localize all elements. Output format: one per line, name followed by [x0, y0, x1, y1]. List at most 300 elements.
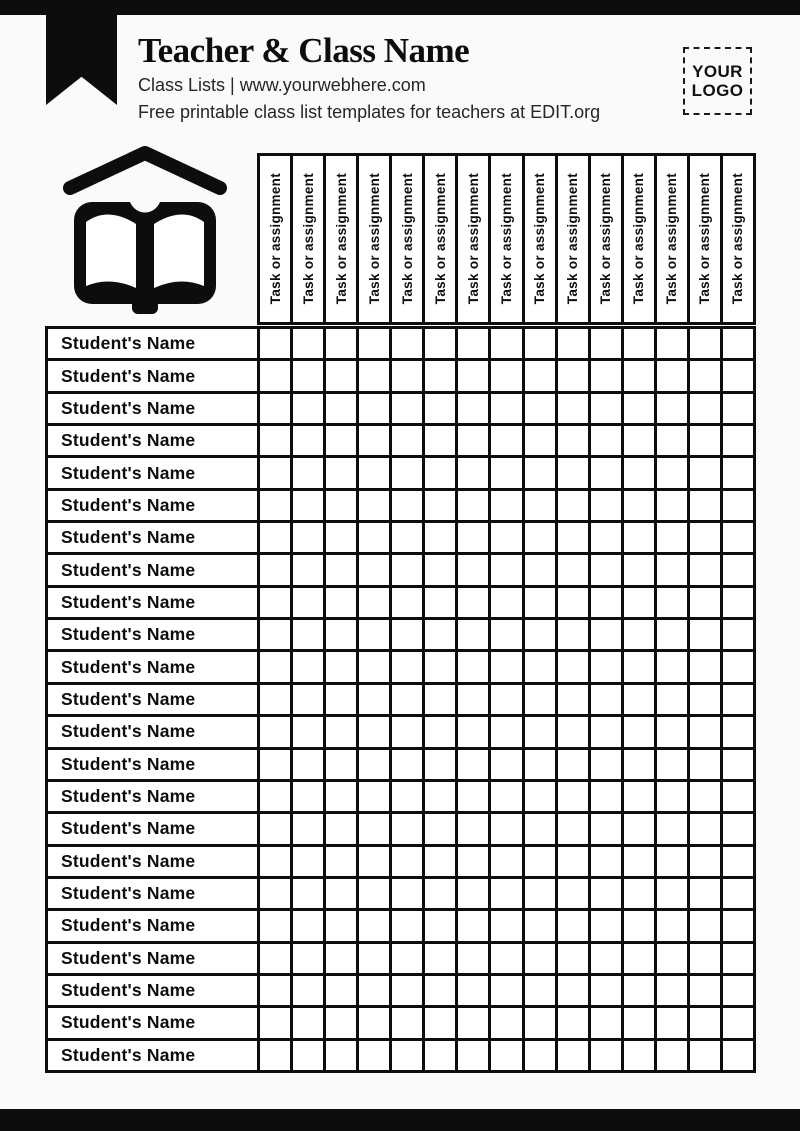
mark-cell[interactable]: [690, 976, 720, 1005]
mark-cell[interactable]: [392, 1041, 422, 1070]
student-name-cell[interactable]: Student's Name: [48, 491, 257, 520]
mark-cell[interactable]: [657, 491, 687, 520]
mark-cell[interactable]: [657, 426, 687, 455]
mark-cell[interactable]: [591, 717, 621, 746]
mark-cell[interactable]: [326, 750, 356, 779]
mark-cell[interactable]: [458, 555, 488, 584]
mark-cell[interactable]: [657, 652, 687, 681]
mark-cell[interactable]: [326, 620, 356, 649]
task-column-header[interactable]: [326, 156, 356, 322]
mark-cell[interactable]: [359, 944, 389, 973]
mark-cell[interactable]: [591, 458, 621, 487]
mark-cell[interactable]: [624, 717, 654, 746]
mark-cell[interactable]: [591, 814, 621, 843]
mark-cell[interactable]: [359, 491, 389, 520]
mark-cell[interactable]: [425, 847, 455, 876]
mark-cell[interactable]: [293, 847, 323, 876]
mark-cell[interactable]: [425, 814, 455, 843]
mark-cell[interactable]: [558, 620, 588, 649]
mark-cell[interactable]: [392, 555, 422, 584]
mark-cell[interactable]: [558, 911, 588, 940]
student-name-cell[interactable]: Student's Name: [48, 588, 257, 617]
mark-cell[interactable]: [525, 750, 555, 779]
mark-cell[interactable]: [591, 394, 621, 423]
mark-cell[interactable]: [591, 976, 621, 1005]
student-name-cell[interactable]: Student's Name: [48, 750, 257, 779]
mark-cell[interactable]: [558, 394, 588, 423]
student-name-cell[interactable]: Student's Name: [48, 944, 257, 973]
mark-cell[interactable]: [723, 1008, 753, 1037]
student-name-cell[interactable]: Student's Name: [48, 847, 257, 876]
mark-cell[interactable]: [326, 879, 356, 908]
mark-cell[interactable]: [326, 685, 356, 714]
mark-cell[interactable]: [392, 523, 422, 552]
mark-cell[interactable]: [491, 944, 521, 973]
task-column-header[interactable]: [425, 156, 455, 322]
mark-cell[interactable]: [458, 717, 488, 746]
student-name-cell[interactable]: Student's Name: [48, 329, 257, 358]
mark-cell[interactable]: [657, 523, 687, 552]
mark-cell[interactable]: [525, 394, 555, 423]
mark-cell[interactable]: [425, 685, 455, 714]
mark-cell[interactable]: [591, 588, 621, 617]
mark-cell[interactable]: [657, 329, 687, 358]
mark-cell[interactable]: [723, 361, 753, 390]
mark-cell[interactable]: [491, 750, 521, 779]
mark-cell[interactable]: [293, 944, 323, 973]
mark-cell[interactable]: [458, 814, 488, 843]
mark-cell[interactable]: [458, 329, 488, 358]
mark-cell[interactable]: [591, 750, 621, 779]
mark-cell[interactable]: [723, 879, 753, 908]
mark-cell[interactable]: [491, 814, 521, 843]
mark-cell[interactable]: [525, 879, 555, 908]
mark-cell[interactable]: [723, 717, 753, 746]
mark-cell[interactable]: [723, 750, 753, 779]
mark-cell[interactable]: [624, 782, 654, 811]
mark-cell[interactable]: [723, 491, 753, 520]
mark-cell[interactable]: [260, 814, 290, 843]
mark-cell[interactable]: [624, 685, 654, 714]
mark-cell[interactable]: [425, 458, 455, 487]
mark-cell[interactable]: [458, 911, 488, 940]
mark-cell[interactable]: [624, 588, 654, 617]
mark-cell[interactable]: [392, 588, 422, 617]
mark-cell[interactable]: [392, 847, 422, 876]
mark-cell[interactable]: [657, 394, 687, 423]
mark-cell[interactable]: [525, 847, 555, 876]
mark-cell[interactable]: [293, 458, 323, 487]
mark-cell[interactable]: [491, 588, 521, 617]
mark-cell[interactable]: [723, 814, 753, 843]
mark-cell[interactable]: [458, 588, 488, 617]
mark-cell[interactable]: [392, 976, 422, 1005]
student-name-cell[interactable]: Student's Name: [48, 685, 257, 714]
mark-cell[interactable]: [392, 458, 422, 487]
mark-cell[interactable]: [293, 879, 323, 908]
mark-cell[interactable]: [260, 879, 290, 908]
mark-cell[interactable]: [491, 523, 521, 552]
mark-cell[interactable]: [425, 879, 455, 908]
mark-cell[interactable]: [558, 458, 588, 487]
mark-cell[interactable]: [260, 458, 290, 487]
mark-cell[interactable]: [591, 879, 621, 908]
mark-cell[interactable]: [392, 879, 422, 908]
student-name-cell[interactable]: Student's Name: [48, 911, 257, 940]
mark-cell[interactable]: [491, 717, 521, 746]
mark-cell[interactable]: [293, 911, 323, 940]
mark-cell[interactable]: [458, 491, 488, 520]
mark-cell[interactable]: [260, 620, 290, 649]
student-name-cell[interactable]: Student's Name: [48, 782, 257, 811]
mark-cell[interactable]: [657, 782, 687, 811]
mark-cell[interactable]: [392, 1008, 422, 1037]
mark-cell[interactable]: [624, 394, 654, 423]
task-column-header[interactable]: [657, 156, 687, 322]
mark-cell[interactable]: [723, 523, 753, 552]
mark-cell[interactable]: [491, 491, 521, 520]
mark-cell[interactable]: [425, 911, 455, 940]
mark-cell[interactable]: [458, 879, 488, 908]
mark-cell[interactable]: [591, 523, 621, 552]
mark-cell[interactable]: [723, 426, 753, 455]
mark-cell[interactable]: [458, 652, 488, 681]
mark-cell[interactable]: [690, 620, 720, 649]
task-column-header[interactable]: [624, 156, 654, 322]
mark-cell[interactable]: [425, 523, 455, 552]
student-name-cell[interactable]: Student's Name: [48, 394, 257, 423]
mark-cell[interactable]: [359, 555, 389, 584]
mark-cell[interactable]: [624, 911, 654, 940]
mark-cell[interactable]: [558, 717, 588, 746]
mark-cell[interactable]: [293, 814, 323, 843]
mark-cell[interactable]: [293, 750, 323, 779]
mark-cell[interactable]: [359, 458, 389, 487]
mark-cell[interactable]: [657, 944, 687, 973]
task-column-header[interactable]: [359, 156, 389, 322]
mark-cell[interactable]: [359, 685, 389, 714]
mark-cell[interactable]: [525, 329, 555, 358]
task-column-header[interactable]: [491, 156, 521, 322]
mark-cell[interactable]: [558, 491, 588, 520]
mark-cell[interactable]: [558, 750, 588, 779]
mark-cell[interactable]: [458, 847, 488, 876]
mark-cell[interactable]: [491, 685, 521, 714]
mark-cell[interactable]: [326, 588, 356, 617]
mark-cell[interactable]: [359, 782, 389, 811]
mark-cell[interactable]: [525, 976, 555, 1005]
mark-cell[interactable]: [657, 1041, 687, 1070]
mark-cell[interactable]: [723, 847, 753, 876]
mark-cell[interactable]: [425, 944, 455, 973]
mark-cell[interactable]: [525, 911, 555, 940]
mark-cell[interactable]: [690, 944, 720, 973]
mark-cell[interactable]: [359, 426, 389, 455]
mark-cell[interactable]: [525, 685, 555, 714]
mark-cell[interactable]: [690, 911, 720, 940]
mark-cell[interactable]: [624, 1008, 654, 1037]
mark-cell[interactable]: [425, 782, 455, 811]
mark-cell[interactable]: [359, 911, 389, 940]
mark-cell[interactable]: [491, 652, 521, 681]
student-name-cell[interactable]: Student's Name: [48, 426, 257, 455]
mark-cell[interactable]: [723, 394, 753, 423]
mark-cell[interactable]: [425, 1041, 455, 1070]
mark-cell[interactable]: [425, 588, 455, 617]
mark-cell[interactable]: [657, 555, 687, 584]
mark-cell[interactable]: [657, 588, 687, 617]
mark-cell[interactable]: [690, 523, 720, 552]
mark-cell[interactable]: [558, 879, 588, 908]
mark-cell[interactable]: [293, 426, 323, 455]
mark-cell[interactable]: [491, 782, 521, 811]
mark-cell[interactable]: [591, 1008, 621, 1037]
mark-cell[interactable]: [558, 426, 588, 455]
mark-cell[interactable]: [657, 620, 687, 649]
mark-cell[interactable]: [657, 847, 687, 876]
mark-cell[interactable]: [657, 1008, 687, 1037]
mark-cell[interactable]: [260, 1008, 290, 1037]
mark-cell[interactable]: [657, 814, 687, 843]
task-column-header[interactable]: [723, 156, 753, 322]
mark-cell[interactable]: [293, 588, 323, 617]
mark-cell[interactable]: [558, 652, 588, 681]
mark-cell[interactable]: [260, 685, 290, 714]
mark-cell[interactable]: [326, 911, 356, 940]
mark-cell[interactable]: [293, 717, 323, 746]
mark-cell[interactable]: [624, 1041, 654, 1070]
mark-cell[interactable]: [425, 976, 455, 1005]
mark-cell[interactable]: [425, 652, 455, 681]
mark-cell[interactable]: [359, 976, 389, 1005]
mark-cell[interactable]: [260, 1041, 290, 1070]
mark-cell[interactable]: [690, 847, 720, 876]
mark-cell[interactable]: [624, 523, 654, 552]
mark-cell[interactable]: [690, 750, 720, 779]
mark-cell[interactable]: [260, 976, 290, 1005]
mark-cell[interactable]: [624, 944, 654, 973]
mark-cell[interactable]: [624, 976, 654, 1005]
student-name-cell[interactable]: Student's Name: [48, 976, 257, 1005]
mark-cell[interactable]: [624, 555, 654, 584]
mark-cell[interactable]: [723, 782, 753, 811]
mark-cell[interactable]: [359, 750, 389, 779]
mark-cell[interactable]: [491, 361, 521, 390]
mark-cell[interactable]: [359, 588, 389, 617]
mark-cell[interactable]: [624, 491, 654, 520]
mark-cell[interactable]: [723, 944, 753, 973]
mark-cell[interactable]: [359, 394, 389, 423]
mark-cell[interactable]: [657, 458, 687, 487]
student-name-cell[interactable]: Student's Name: [48, 1008, 257, 1037]
mark-cell[interactable]: [591, 782, 621, 811]
mark-cell[interactable]: [491, 1041, 521, 1070]
mark-cell[interactable]: [491, 555, 521, 584]
mark-cell[interactable]: [491, 329, 521, 358]
mark-cell[interactable]: [624, 329, 654, 358]
mark-cell[interactable]: [591, 361, 621, 390]
mark-cell[interactable]: [260, 329, 290, 358]
mark-cell[interactable]: [425, 620, 455, 649]
mark-cell[interactable]: [690, 361, 720, 390]
mark-cell[interactable]: [425, 394, 455, 423]
mark-cell[interactable]: [690, 685, 720, 714]
mark-cell[interactable]: [657, 717, 687, 746]
student-name-cell[interactable]: Student's Name: [48, 361, 257, 390]
task-column-header[interactable]: [260, 156, 290, 322]
mark-cell[interactable]: [723, 1041, 753, 1070]
mark-cell[interactable]: [525, 491, 555, 520]
mark-cell[interactable]: [359, 879, 389, 908]
mark-cell[interactable]: [591, 426, 621, 455]
mark-cell[interactable]: [690, 814, 720, 843]
mark-cell[interactable]: [392, 361, 422, 390]
mark-cell[interactable]: [458, 523, 488, 552]
mark-cell[interactable]: [591, 652, 621, 681]
student-name-cell[interactable]: Student's Name: [48, 879, 257, 908]
mark-cell[interactable]: [723, 911, 753, 940]
task-column-header[interactable]: [293, 156, 323, 322]
mark-cell[interactable]: [657, 911, 687, 940]
mark-cell[interactable]: [458, 782, 488, 811]
mark-cell[interactable]: [591, 911, 621, 940]
mark-cell[interactable]: [723, 652, 753, 681]
student-name-cell[interactable]: Student's Name: [48, 814, 257, 843]
mark-cell[interactable]: [690, 458, 720, 487]
mark-cell[interactable]: [293, 1008, 323, 1037]
mark-cell[interactable]: [359, 652, 389, 681]
mark-cell[interactable]: [260, 847, 290, 876]
mark-cell[interactable]: [491, 847, 521, 876]
mark-cell[interactable]: [260, 361, 290, 390]
mark-cell[interactable]: [657, 750, 687, 779]
mark-cell[interactable]: [392, 426, 422, 455]
mark-cell[interactable]: [723, 976, 753, 1005]
mark-cell[interactable]: [690, 782, 720, 811]
mark-cell[interactable]: [624, 620, 654, 649]
mark-cell[interactable]: [293, 523, 323, 552]
mark-cell[interactable]: [425, 555, 455, 584]
mark-cell[interactable]: [491, 1008, 521, 1037]
mark-cell[interactable]: [591, 329, 621, 358]
mark-cell[interactable]: [723, 620, 753, 649]
student-name-cell[interactable]: Student's Name: [48, 652, 257, 681]
mark-cell[interactable]: [690, 588, 720, 617]
mark-cell[interactable]: [392, 329, 422, 358]
mark-cell[interactable]: [591, 685, 621, 714]
task-column-header[interactable]: [458, 156, 488, 322]
mark-cell[interactable]: [624, 750, 654, 779]
mark-cell[interactable]: [624, 458, 654, 487]
mark-cell[interactable]: [690, 717, 720, 746]
mark-cell[interactable]: [525, 361, 555, 390]
mark-cell[interactable]: [690, 879, 720, 908]
mark-cell[interactable]: [491, 426, 521, 455]
mark-cell[interactable]: [392, 944, 422, 973]
mark-cell[interactable]: [525, 458, 555, 487]
mark-cell[interactable]: [558, 782, 588, 811]
mark-cell[interactable]: [690, 426, 720, 455]
mark-cell[interactable]: [591, 1041, 621, 1070]
task-column-header[interactable]: [558, 156, 588, 322]
mark-cell[interactable]: [392, 782, 422, 811]
mark-cell[interactable]: [525, 588, 555, 617]
mark-cell[interactable]: [690, 329, 720, 358]
mark-cell[interactable]: [293, 361, 323, 390]
mark-cell[interactable]: [293, 782, 323, 811]
mark-cell[interactable]: [657, 976, 687, 1005]
mark-cell[interactable]: [359, 1008, 389, 1037]
mark-cell[interactable]: [690, 394, 720, 423]
mark-cell[interactable]: [326, 491, 356, 520]
mark-cell[interactable]: [326, 394, 356, 423]
mark-cell[interactable]: [392, 814, 422, 843]
mark-cell[interactable]: [392, 750, 422, 779]
mark-cell[interactable]: [425, 717, 455, 746]
mark-cell[interactable]: [723, 329, 753, 358]
mark-cell[interactable]: [260, 426, 290, 455]
mark-cell[interactable]: [591, 847, 621, 876]
mark-cell[interactable]: [525, 717, 555, 746]
mark-cell[interactable]: [624, 814, 654, 843]
mark-cell[interactable]: [260, 555, 290, 584]
mark-cell[interactable]: [293, 652, 323, 681]
mark-cell[interactable]: [326, 944, 356, 973]
mark-cell[interactable]: [425, 361, 455, 390]
mark-cell[interactable]: [491, 911, 521, 940]
mark-cell[interactable]: [558, 1041, 588, 1070]
mark-cell[interactable]: [657, 685, 687, 714]
mark-cell[interactable]: [260, 588, 290, 617]
mark-cell[interactable]: [458, 1008, 488, 1037]
mark-cell[interactable]: [260, 523, 290, 552]
mark-cell[interactable]: [591, 555, 621, 584]
mark-cell[interactable]: [260, 911, 290, 940]
mark-cell[interactable]: [359, 847, 389, 876]
mark-cell[interactable]: [558, 814, 588, 843]
mark-cell[interactable]: [425, 491, 455, 520]
student-name-cell[interactable]: Student's Name: [48, 523, 257, 552]
mark-cell[interactable]: [624, 361, 654, 390]
mark-cell[interactable]: [458, 361, 488, 390]
mark-cell[interactable]: [260, 491, 290, 520]
mark-cell[interactable]: [558, 847, 588, 876]
task-column-header[interactable]: [525, 156, 555, 322]
mark-cell[interactable]: [690, 491, 720, 520]
mark-cell[interactable]: [425, 426, 455, 455]
task-column-header[interactable]: [591, 156, 621, 322]
mark-cell[interactable]: [425, 329, 455, 358]
mark-cell[interactable]: [657, 361, 687, 390]
mark-cell[interactable]: [359, 814, 389, 843]
mark-cell[interactable]: [326, 458, 356, 487]
mark-cell[interactable]: [558, 976, 588, 1005]
mark-cell[interactable]: [491, 879, 521, 908]
mark-cell[interactable]: [359, 717, 389, 746]
task-column-header[interactable]: [392, 156, 422, 322]
mark-cell[interactable]: [392, 911, 422, 940]
mark-cell[interactable]: [293, 1041, 323, 1070]
mark-cell[interactable]: [458, 976, 488, 1005]
mark-cell[interactable]: [293, 685, 323, 714]
mark-cell[interactable]: [458, 458, 488, 487]
mark-cell[interactable]: [558, 685, 588, 714]
mark-cell[interactable]: [359, 361, 389, 390]
mark-cell[interactable]: [326, 555, 356, 584]
mark-cell[interactable]: [293, 620, 323, 649]
mark-cell[interactable]: [392, 652, 422, 681]
student-name-cell[interactable]: Student's Name: [48, 620, 257, 649]
